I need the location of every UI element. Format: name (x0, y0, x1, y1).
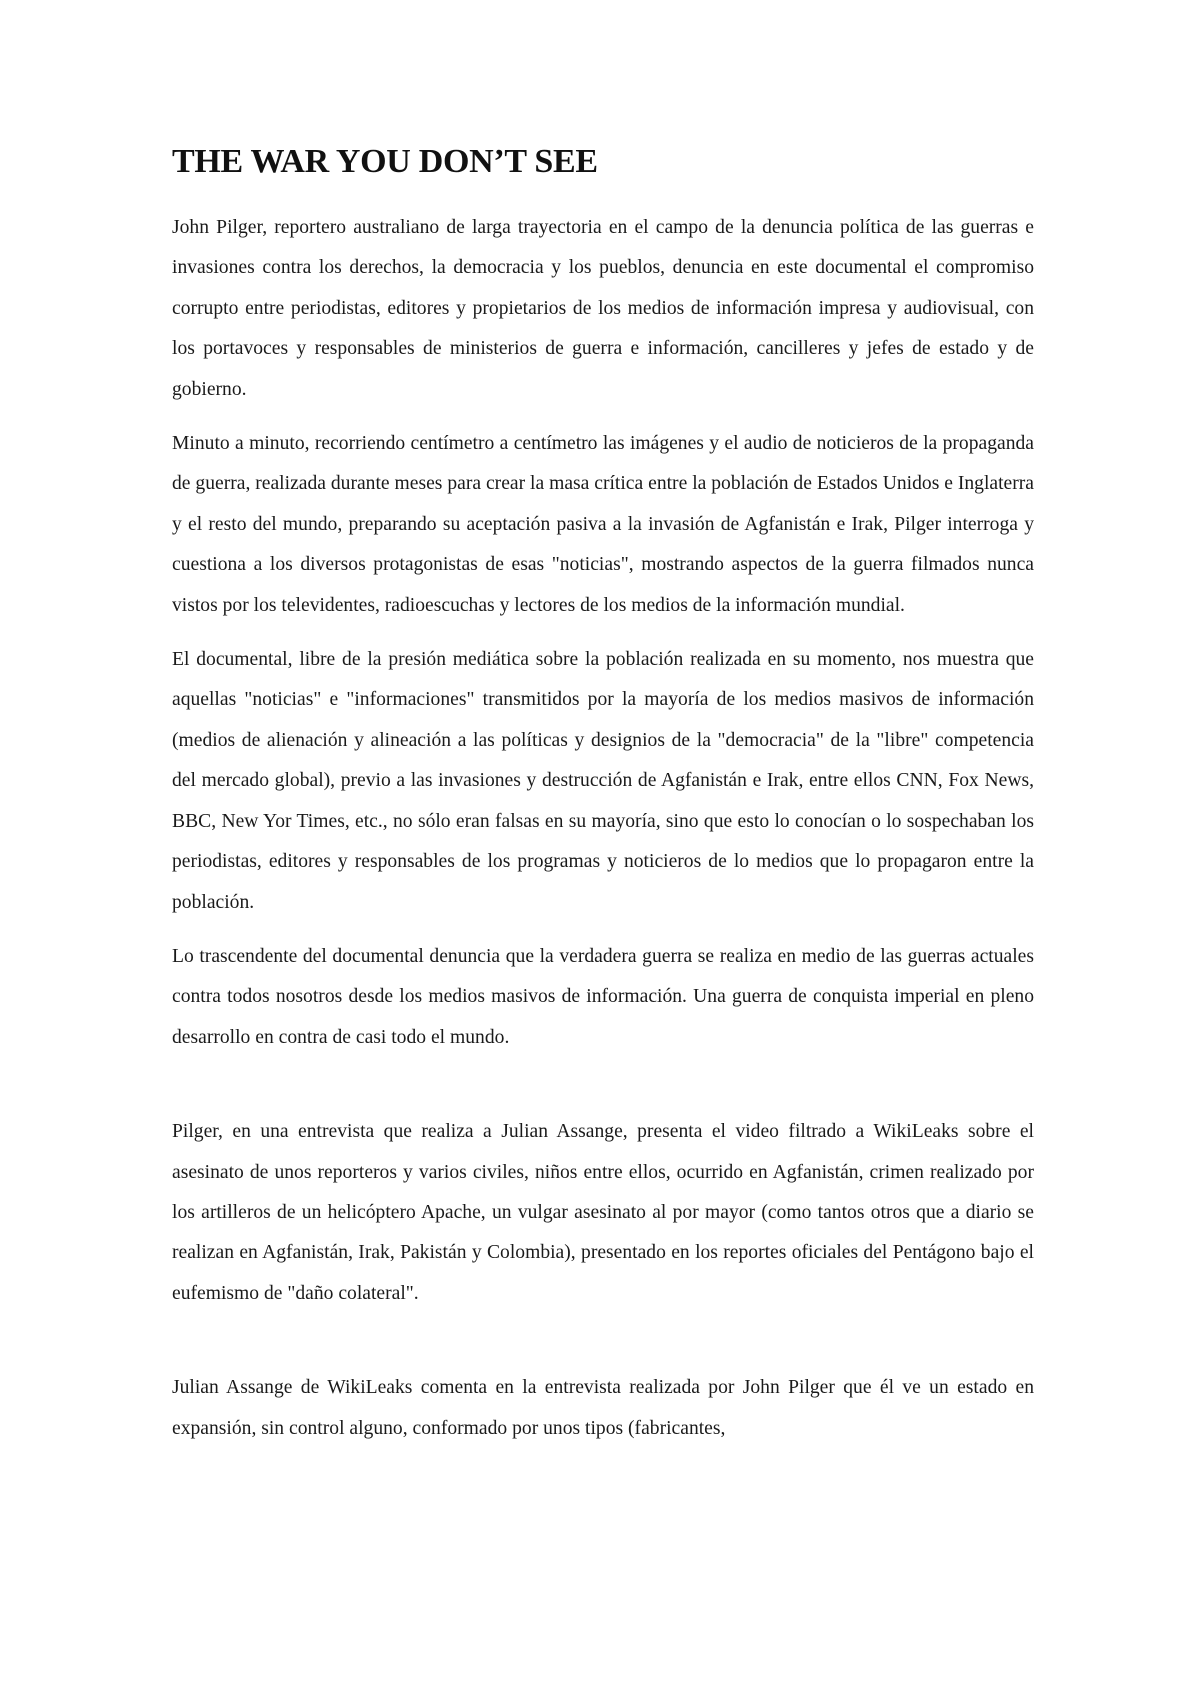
paragraph-propaganda: Minuto a minuto, recorriendo centímetro a centímetro las imágenes y el audio de noticieros de la propaganda de guerra, realizada durante meses para crear la masa crítica entre la población de Estados Unidos e Inglaterra y el resto del mundo, preparando su aceptación pasiva a la invasión de Agfanistán e Irak, Pilger interroga y cuestiona a los diversos protagonistas de esas "noticias", mostrando aspectos de la guerra filmados nunca vistos por los televidentes, radioescuchas y lectores de los medios de la información mundial. (172, 433, 1034, 616)
paragraph-media-falsehoods: El documental, libre de la presión mediática sobre la población realizada en su momento, nos muestra que aquellas "noticias" e "informaciones" transmitidos por la mayoría de los medios masivos de información (medios de alienación y alineación a las políticas y designios de la "democracia" de la "libre" competencia del mercado global), previo a las invasiones y destrucción de Agfanistán e Irak, entre ellos CNN, Fox News, BBC, New Yor Times, etc., no sólo eran falsas en su mayoría, sino que esto lo conocían o lo sospechaban los periodistas, editores y responsables de los programas y noticieros de lo medios que lo propagaron entre la población. (172, 649, 1034, 913)
paragraph-intro: John Pilger, reportero australiano de larga trayectoria en el campo de la denuncia política de las guerras e invasiones contra los derechos, la democracia y los pueblos, denuncia en este documental el compromiso corrupto entre periodistas, editores y propietarios de los medios de información impresa y audiovisual, con los portavoces y responsables de ministerios de guerra e información, cancilleres y jefes de estado y de gobierno. (172, 217, 1034, 400)
paragraph-assange-video: Pilger, en una entrevista que realiza a Julian Assange, presenta el video filtrado a WikiLeaks sobre el asesinato de unos reporteros y varios civiles, niños entre ellos, ocurrido en Agfanistán, crimen realizado por los artilleros de un helicóptero Apache, un vulgar asesinato al por mayor (como tantos otros que a diario se realizan en Agfanistán, Irak, Pakistán y Colombia), presentado en los reportes oficiales del Pentágono bajo el eufemismo de "daño colateral". (172, 1121, 1034, 1304)
paragraph-real-war: Lo trascendente del documental denuncia que la verdadera guerra se realiza en medio de las guerras actuales contra todos nosotros desde los medios masivos de información. Una guerra de conquista imperial en pleno desarrollo en contra de casi todo el mundo. (172, 945, 1034, 1048)
document-title: THE WAR YOU DON’T SEE (172, 143, 598, 180)
paragraph-assange-comment: Julian Assange de WikiLeaks comenta en la entrevista realizada por John Pilger que él ve un estado en expansión, sin control alguno, conformado por unos tipos (fabricantes, (172, 1377, 1034, 1439)
document-page (172, 142, 1034, 1463)
